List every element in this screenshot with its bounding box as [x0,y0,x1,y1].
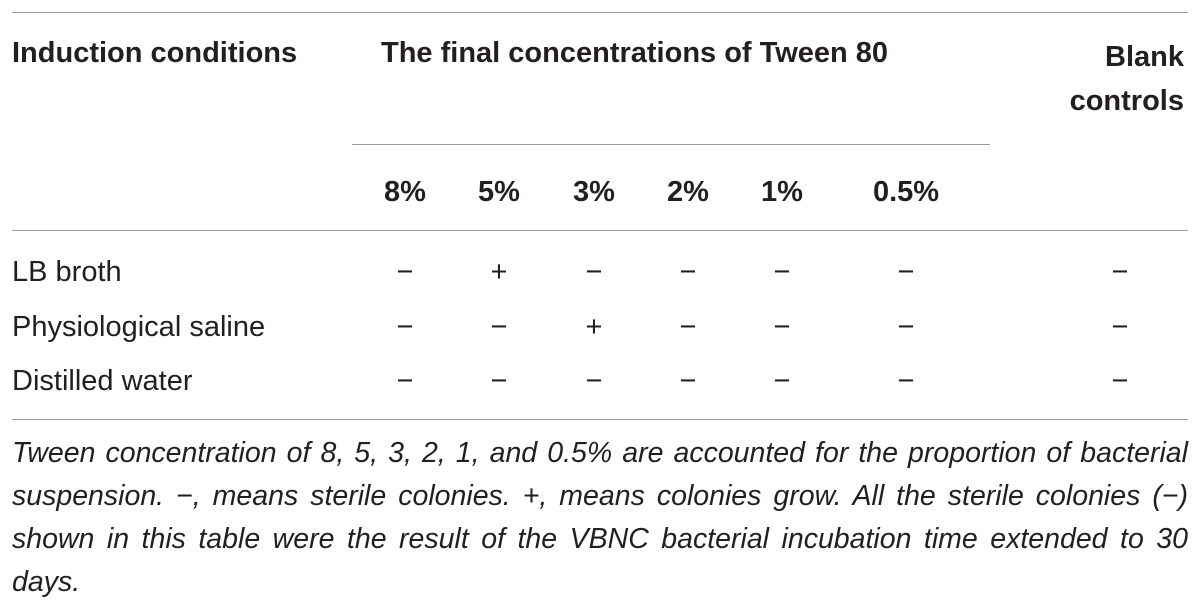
table-cell: − [396,311,414,343]
table-cell: − [490,365,508,397]
blank-control-cell: − [1111,365,1129,397]
table-cell: − [490,311,508,343]
header-tween-concentrations: The final concentrations of Tween 80 [381,37,889,69]
concentration-header-5: 5% [478,176,520,208]
row-label: LB broth [12,256,122,288]
row-label: Distilled water [12,365,193,397]
table-cell: − [897,365,915,397]
row-label: Physiological saline [12,311,266,343]
header-induction-conditions: Induction conditions [12,37,298,69]
table-cell: − [679,365,697,397]
table-cell: − [585,365,603,397]
table-cell: − [679,311,697,343]
table-cell: − [773,311,791,343]
table-cell: − [773,365,791,397]
table-bottom-rule [12,419,1188,420]
table-cell: − [897,256,915,288]
table-cell: − [679,256,697,288]
table-cell: − [773,256,791,288]
table-top-rule [12,12,1188,13]
concentration-header-8: 8% [384,176,426,208]
table-cell: − [396,256,414,288]
header-blank-controls [1070,35,1184,123]
blank-control-cell: − [1111,311,1129,343]
concentration-header-3: 3% [573,176,615,208]
table-footnote [12,432,1188,604]
table-cell: − [396,365,414,397]
table-cell: + [490,256,508,288]
header-bottom-rule [12,230,1188,231]
header-blank-line1: Blank [1105,41,1184,73]
header-span-rule [352,144,990,145]
concentration-header-0-5: 0.5% [872,176,940,208]
table-cell: − [897,311,915,343]
table-cell: + [585,311,603,343]
concentration-header-1: 1% [761,176,803,208]
blank-control-cell: − [1111,256,1129,288]
concentration-header-2: 2% [667,176,709,208]
footnote-text: Tween concentration of 8, 5, 3, 2, 1, and 0.5% are accounted for the proportion of bacterial suspension. −, means sterile colonies. +, means colonies grow. All the sterile colonies (−) shown in this table were the result of the VBNC bacterial incubation time extended to 30 days. [12,437,1188,598]
header-blank-line2: controls [1069,85,1184,117]
table-cell: − [585,256,603,288]
